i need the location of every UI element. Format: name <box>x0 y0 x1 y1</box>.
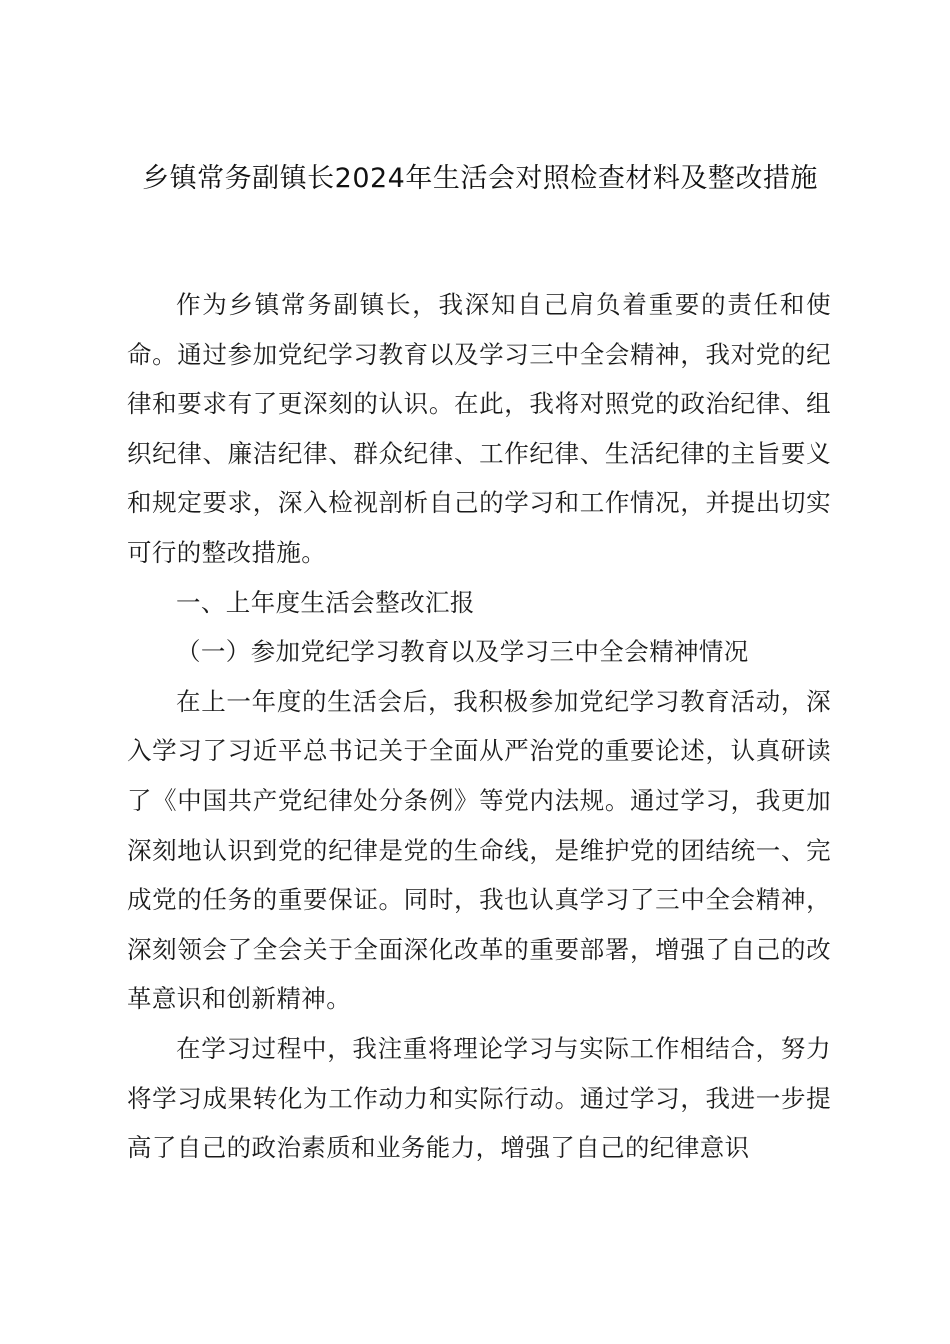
subsection-heading: （一）参加党纪学习教育以及学习三中全会精神情况 <box>176 637 749 667</box>
body-paragraph: 在上一年度的生活会后，我积极参加党纪学习教育活动，深入学习了习近平总书记关于全面从严治党的重要论述，认真研读了《中国共产党纪律处分条例》等党内法规。通过学习，我更加深刻地认识到党的纪律是党的生命线，是维护党的团结统一、完成党的任务的重要保证。同时，我也认真学习了三中全会精神，深刻领会了全会关于全面深化改革的重要部署，增强了自己的改革意识和创新精神。 <box>127 686 831 1014</box>
document-title: 乡镇常务副镇长2024年生活会对照检查材料及整改措施 <box>142 163 818 194</box>
document-body <box>127 280 831 1173</box>
intro-paragraph: 作为乡镇常务副镇长，我深知自己肩负着重要的责任和使命。通过参加党纪学习教育以及学习三中全会精神，我对党的纪律和要求有了更深刻的认识。在此，我将对照党的政治纪律、组织纪律、廉洁纪律、群众纪律、工作纪律、生活纪律的主旨要义和规定要求，深入检视剖析自己的学习和工作情况，并提出切实可行的整改措施。 <box>127 290 831 567</box>
body-paragraph: 在学习过程中，我注重将理论学习与实际工作相结合，努力将学习成果转化为工作动力和实际行动。通过学习，我进一步提高了自己的政治素质和业务能力，增强了自己的纪律意识 <box>127 1033 831 1163</box>
section-heading: 一、上年度生活会整改汇报 <box>176 587 475 617</box>
